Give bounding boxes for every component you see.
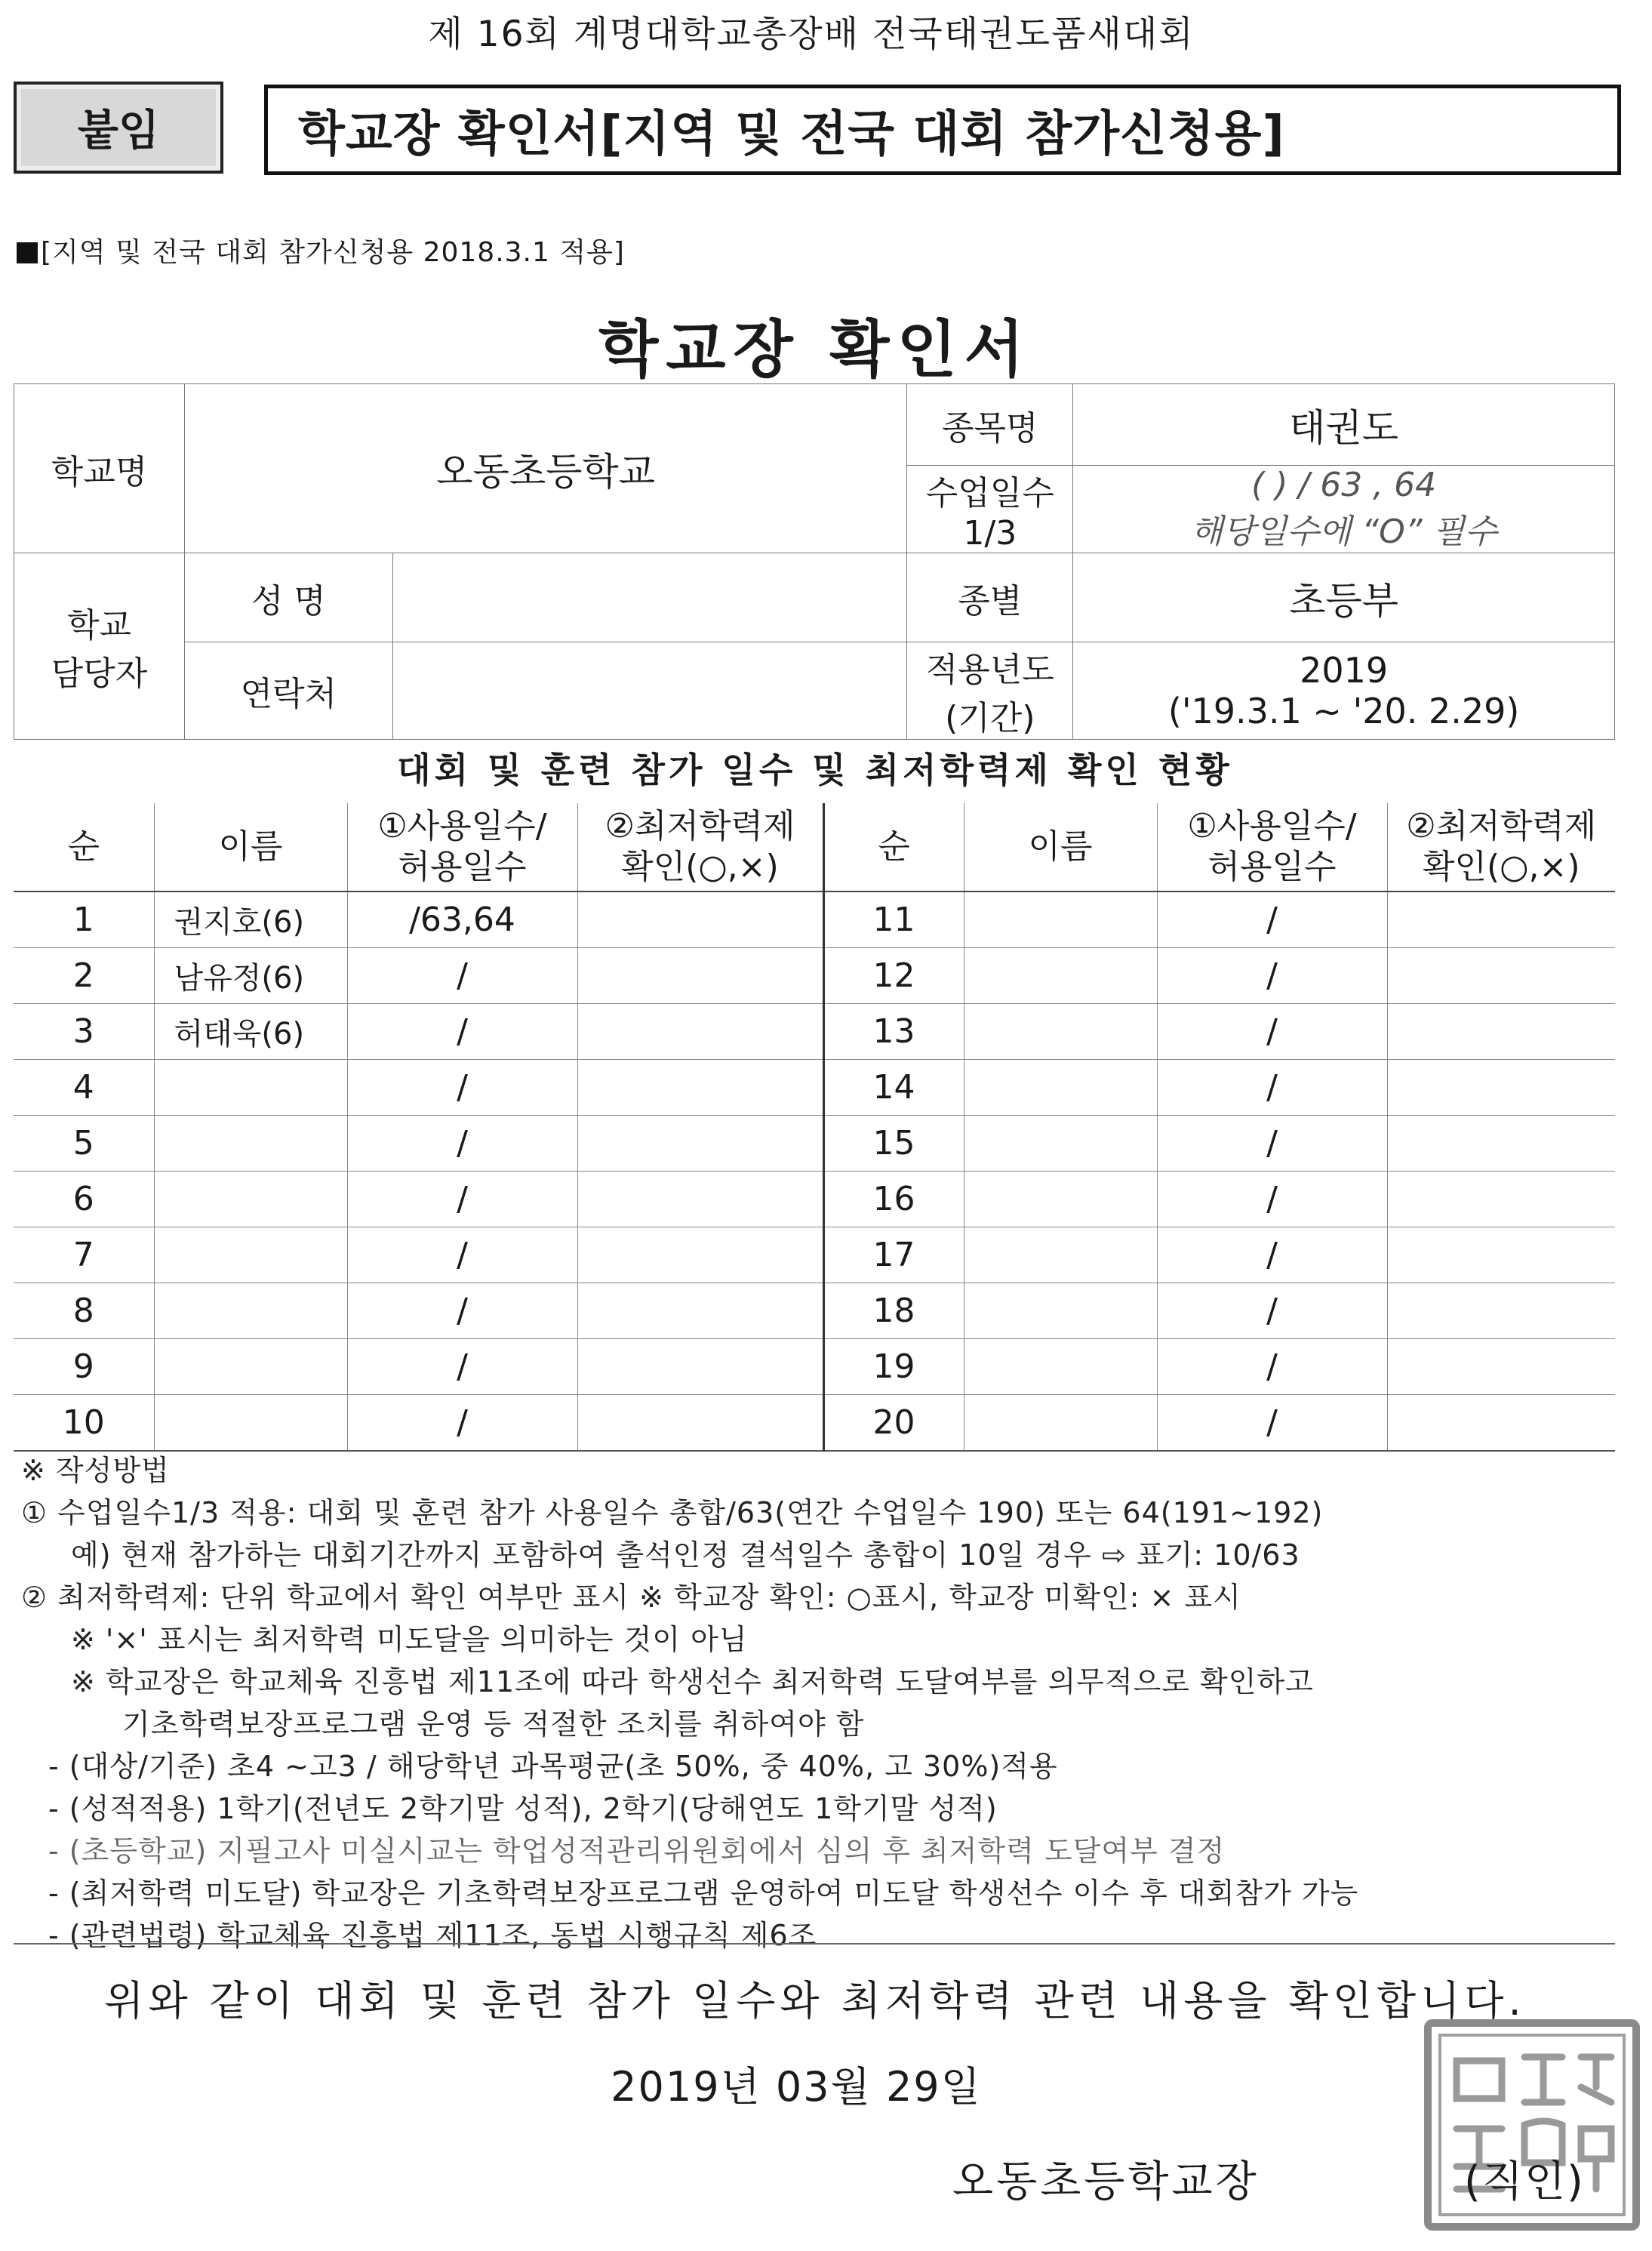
roster-cell-days-right: /	[1157, 1060, 1387, 1116]
roster-cell-name-right	[964, 1060, 1157, 1116]
info-row-phone	[14, 642, 1615, 740]
roster-cell-name	[154, 1283, 347, 1339]
year-period: ('19.3.1 ~ '20. 2.29)	[1167, 691, 1520, 731]
roster-cell-check-right	[1387, 1227, 1615, 1283]
note-dash-4: - (최저학력 미도달) 학교장은 기초학력보장프로그램 운영하여 미도달 학생선수 이수 후 대회참가 가능	[48, 1877, 1359, 1910]
attachment-label: 붙임	[14, 82, 223, 174]
roster-cell-check	[577, 1395, 823, 1452]
note-dash-1: - (대상/기준) 초4 ~고3 / 해당학년 과목평균(초 50%, 중 40%, 고 30%)적용	[48, 1750, 1058, 1783]
roster-cell-check	[577, 1004, 823, 1060]
form-subnote	[17, 231, 625, 269]
header-days-2: 허용일수	[398, 848, 527, 886]
roster-cell-days-right: /	[1157, 948, 1387, 1004]
roster-cell-name-right	[964, 1116, 1157, 1172]
roster-row	[14, 1227, 1615, 1283]
roster-cell-no-right: 13	[823, 1004, 964, 1060]
info-table	[14, 383, 1615, 740]
roster-cell-days: /	[347, 1339, 577, 1395]
roster-cell-no-right: 19	[823, 1339, 964, 1395]
notes-heading: ※ 작성방법	[21, 1454, 170, 1487]
year-label-1: 적용년도	[925, 651, 1054, 689]
roster-cell-no: 7	[14, 1227, 154, 1283]
phone-value	[392, 642, 907, 740]
roster-cell-check-right	[1387, 1172, 1615, 1227]
roster-cell-days-right: /	[1157, 1116, 1387, 1172]
roster-cell-no: 9	[14, 1339, 154, 1395]
header-check-right	[1387, 803, 1615, 891]
header-check-right-1: ②최저학력제	[1406, 807, 1597, 845]
roster-cell-check-right	[1387, 1116, 1615, 1172]
roster-cell-days: /63,64	[347, 891, 577, 948]
roster-cell-no: 4	[14, 1060, 154, 1116]
roster-cell-no-right: 15	[823, 1116, 964, 1172]
division-label: 종별	[907, 553, 1073, 642]
roster-cell-name: 허태욱(6)	[154, 1004, 347, 1060]
note-dash-5: - (관련법령) 학교체육 진흥법 제11조, 동법 시행규칙 제6조	[48, 1919, 817, 1952]
roster-cell-days: /	[347, 948, 577, 1004]
divider	[14, 1943, 1615, 1945]
signing-date: 2019년 03월 29일	[611, 2063, 982, 2111]
roster-cell-no-right: 18	[823, 1283, 964, 1339]
division-value: 초등부	[1073, 553, 1615, 642]
roster-row	[14, 1339, 1615, 1395]
header-name: 이름	[154, 803, 347, 891]
roster-cell-name	[154, 1395, 347, 1452]
roster-cell-name	[154, 1060, 347, 1116]
roster-cell-no-right: 20	[823, 1395, 964, 1452]
roster-cell-check-right	[1387, 1060, 1615, 1116]
roster-cell-no: 8	[14, 1283, 154, 1339]
header-days-right-1: ①사용일수/	[1187, 807, 1357, 845]
roster-cell-no-right: 11	[823, 891, 964, 948]
form-heading: 학교장 확인서[지역 및 전국 대회 참가신청용]	[264, 85, 1621, 175]
roster-cell-check	[577, 948, 823, 1004]
roster-cell-days: /	[347, 1227, 577, 1283]
days-note: 해당일수에 “O” 필수	[1190, 513, 1497, 551]
roster-cell-check	[577, 891, 823, 948]
roster-cell-name	[154, 1172, 347, 1227]
days-label-2: 1/3	[963, 514, 1017, 553]
year-value: 2019	[1300, 650, 1389, 691]
phone-label: 연락처	[184, 642, 392, 740]
roster-cell-name	[154, 1339, 347, 1395]
year-label-2: (기간)	[945, 699, 1035, 738]
roster-cell-name-right	[964, 1283, 1157, 1339]
roster-cell-days-right: /	[1157, 1283, 1387, 1339]
note-1-example: 예) 현재 참가하는 대회기간까지 포함하여 출석인정 결석일수 총합이 10일 경우 ⇨ 표기: 10/63	[71, 1538, 1300, 1572]
roster-cell-check	[577, 1283, 823, 1339]
contact-group-label-2: 담당자	[51, 654, 148, 693]
roster-cell-check-right	[1387, 1283, 1615, 1339]
roster-cell-name: 남유정(6)	[154, 948, 347, 1004]
roster-cell-no-right: 16	[823, 1172, 964, 1227]
roster-cell-days-right: /	[1157, 1004, 1387, 1060]
note-2: ② 최저학력제: 단위 학교에서 확인 여부만 표시 ※ 학교장 확인: ○표시, 학교장 미확인: × 표시	[21, 1581, 1241, 1614]
roster-cell-no: 10	[14, 1395, 154, 1452]
roster-cell-check	[577, 1339, 823, 1395]
school-label: 학교명	[14, 384, 185, 553]
roster-cell-no: 6	[14, 1172, 154, 1227]
roster-cell-days: /	[347, 1116, 577, 1172]
principal-name: 오동초등학교장	[952, 2157, 1260, 2206]
instructions	[21, 1449, 1629, 1957]
roster-row	[14, 1004, 1615, 1060]
square-bullet-icon	[17, 242, 38, 263]
roster-cell-name-right	[964, 1339, 1157, 1395]
event-title: 제 16회 계명대학교총장배 전국태권도품새대회	[428, 14, 1195, 55]
header-check-1: ②최저학력제	[605, 807, 795, 845]
name-value	[392, 553, 907, 642]
contact-group-label	[14, 553, 185, 740]
document-title: 학교장 확인서	[598, 314, 1032, 386]
roster-cell-name: 권지호(6)	[154, 891, 347, 948]
roster-row	[14, 1283, 1615, 1339]
roster-row	[14, 948, 1615, 1004]
roster-row	[14, 1172, 1615, 1227]
year-label	[907, 642, 1073, 740]
seal-label: (직인)	[1464, 2157, 1585, 2206]
confirmation-text: 위와 같이 대회 및 훈련 참가 일수와 최저학력 관련 내용을 확인합니다.	[104, 1977, 1526, 2025]
roster-cell-no: 3	[14, 1004, 154, 1060]
note-1: ① 수업일수1/3 적용: 대회 및 훈련 참가 사용일수 총합/63(연간 수업일수 190) 또는 64(191~192)	[21, 1496, 1324, 1529]
note-dash-2: - (성적적용) 1학기(전년도 2학기말 성적), 2학기(당해연도 1학기말 성적)	[48, 1792, 998, 1825]
info-row-sport	[14, 384, 1615, 466]
roster-cell-check	[577, 1116, 823, 1172]
roster-cell-days: /	[347, 1060, 577, 1116]
roster-cell-check-right	[1387, 891, 1615, 948]
roster-cell-no-right: 12	[823, 948, 964, 1004]
roster-cell-check	[577, 1060, 823, 1116]
roster-cell-no: 2	[14, 948, 154, 1004]
roster-cell-check-right	[1387, 1395, 1615, 1452]
days-value: ( ) / 63 , 64	[1251, 466, 1437, 504]
note-dash-3: - (초등학교) 지필고사 미실시교는 학업성적관리위원회에서 심의 후 최저학력 도달여부 결정	[48, 1834, 1226, 1868]
roster-cell-name-right	[964, 1227, 1157, 1283]
roster-cell-days: /	[347, 1283, 577, 1339]
school-value: 오동초등학교	[184, 384, 906, 553]
header-days-right	[1157, 803, 1387, 891]
roster-cell-check	[577, 1227, 823, 1283]
roster-cell-days-right: /	[1157, 1395, 1387, 1452]
info-row-name	[14, 553, 1615, 642]
roster-cell-name-right	[964, 1172, 1157, 1227]
roster-cell-days-right: /	[1157, 1227, 1387, 1283]
roster-cell-days: /	[347, 1004, 577, 1060]
roster-cell-name-right	[964, 948, 1157, 1004]
roster-cell-days-right: /	[1157, 1172, 1387, 1227]
header-check	[577, 803, 823, 891]
roster-cell-name	[154, 1227, 347, 1283]
roster-cell-no: 1	[14, 891, 154, 948]
roster-table	[14, 803, 1615, 1452]
roster-row	[14, 891, 1615, 948]
roster-cell-days-right: /	[1157, 1339, 1387, 1395]
roster-cell-check-right	[1387, 948, 1615, 1004]
year-value-cell	[1073, 642, 1615, 740]
days-label-1: 수업일수	[925, 474, 1054, 513]
roster-cell-days: /	[347, 1395, 577, 1452]
note-2-a: ※ '×' 표시는 최저학력 미도달을 의미하는 것이 아님	[71, 1623, 748, 1656]
roster-cell-days: /	[347, 1172, 577, 1227]
roster-cell-no: 5	[14, 1116, 154, 1172]
roster-cell-check-right	[1387, 1339, 1615, 1395]
roster-cell-check	[577, 1172, 823, 1227]
subnote-text: [지역 및 전국 대회 참가신청용 2018.3.1 적용]	[41, 237, 625, 268]
header-days-right-2: 허용일수	[1207, 848, 1337, 886]
roster-cell-no-right: 17	[823, 1227, 964, 1283]
header-no: 순	[14, 803, 154, 891]
status-title: 대회 및 훈련 참가 일수 및 최저학력제 확인 현황	[397, 750, 1233, 790]
roster-cell-no-right: 14	[823, 1060, 964, 1116]
header-days	[347, 803, 577, 891]
header-check-right-2: 확인(○,×)	[1422, 848, 1580, 886]
days-value-cell	[1073, 466, 1615, 553]
roster-body	[14, 891, 1615, 1451]
roster-row	[14, 1060, 1615, 1116]
header-no-right: 순	[823, 803, 964, 891]
note-2-b2: 기초학력보장프로그램 운영 등 적절한 조치를 취하여야 함	[122, 1707, 865, 1741]
header-check-2: 확인(○,×)	[621, 848, 779, 886]
roster-cell-check-right	[1387, 1004, 1615, 1060]
header-days-1: ①사용일수/	[377, 807, 547, 845]
days-label	[907, 466, 1073, 553]
sport-label: 종목명	[907, 384, 1073, 466]
contact-group-label-1: 학교	[66, 606, 131, 645]
roster-cell-days-right: /	[1157, 891, 1387, 948]
roster-row	[14, 1395, 1615, 1452]
roster-row	[14, 1116, 1615, 1172]
roster-header-row	[14, 803, 1615, 891]
sport-value: 태권도	[1073, 384, 1615, 466]
roster-cell-name-right	[964, 1004, 1157, 1060]
header-name-right: 이름	[964, 803, 1157, 891]
note-2-b: ※ 학교장은 학교체육 진흥법 제11조에 따라 학생선수 최저학력 도달여부를 의무적으로 확인하고	[71, 1665, 1314, 1698]
roster-cell-name	[154, 1116, 347, 1172]
name-label: 성 명	[184, 553, 392, 642]
roster-cell-name-right	[964, 1395, 1157, 1452]
roster-cell-name-right	[964, 891, 1157, 948]
